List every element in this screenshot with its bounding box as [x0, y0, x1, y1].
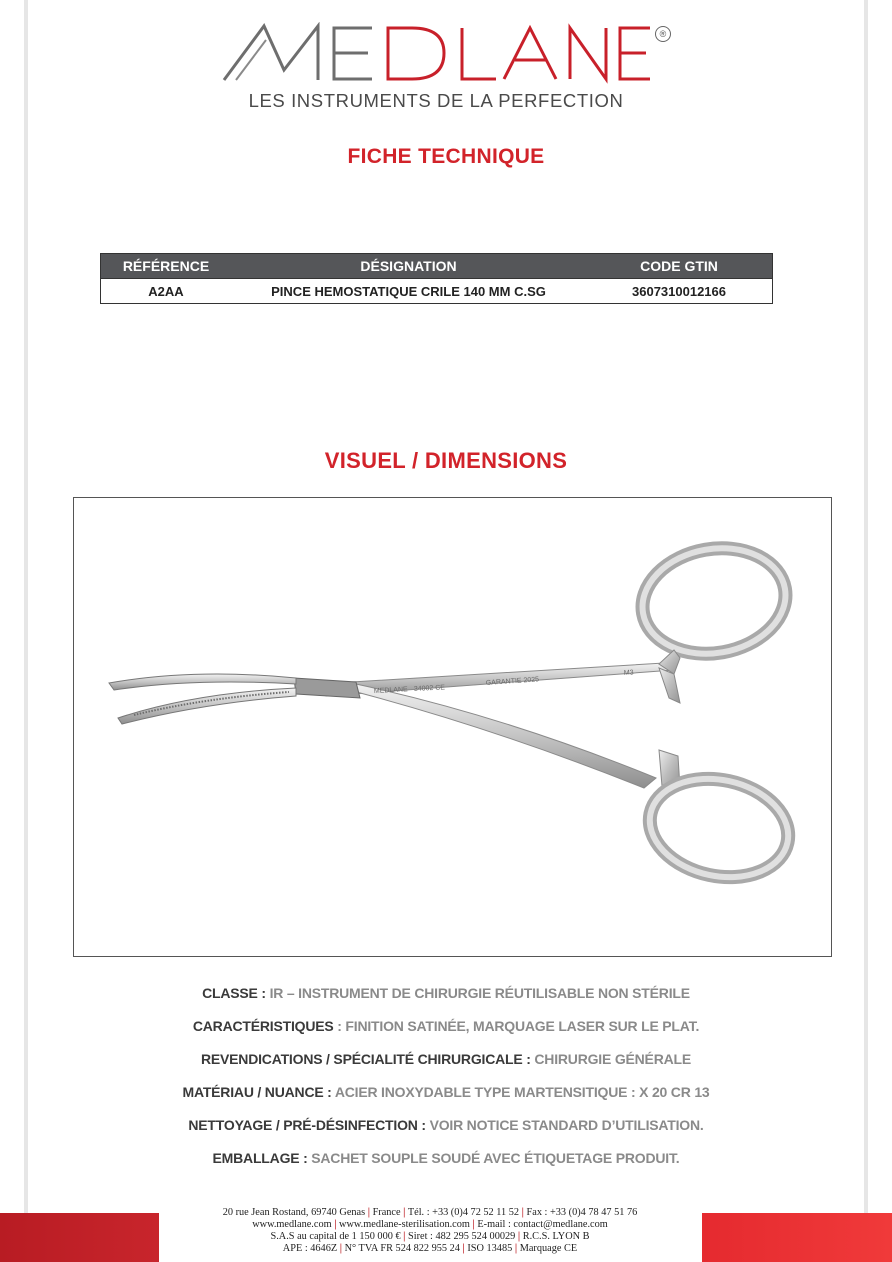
spec-label: CLASSE :	[202, 985, 266, 1001]
spec-label: EMBALLAGE :	[212, 1150, 308, 1166]
spec-value: IR – INSTRUMENT DE CHIRURGIE RÉUTILISABLE NON STÉRILE	[269, 985, 690, 1001]
brand-tagline: LES INSTRUMENTS DE LA PERFECTION	[248, 90, 624, 111]
footer-tva: N° TVA FR 524 822 955 24	[344, 1243, 460, 1254]
footer-rcs: R.C.S. LYON B	[522, 1231, 590, 1242]
header-reference: RÉFÉRENCE	[101, 254, 232, 279]
table-header-row	[101, 254, 773, 279]
footer-red-bar-left	[0, 1213, 159, 1262]
spec-value: ACIER INOXYDABLE TYPE MARTENSITIQUE : X 20 CR 13	[334, 1084, 710, 1100]
spec-classe	[0, 985, 892, 1018]
footer-phone: Tél. : +33 (0)4 72 52 11 52	[407, 1207, 520, 1218]
header-designation: DÉSIGNATION	[231, 254, 586, 279]
footer-ape: APE : 4646Z	[282, 1243, 338, 1254]
size-stamp: M3	[623, 669, 634, 677]
fiche-technique-title: FICHE TECHNIQUE	[347, 145, 545, 168]
company-footer	[170, 1207, 690, 1255]
part-stamp: 34002 CE	[413, 684, 446, 693]
footer-web-line: www.medlane.com | www.medlane-sterilisation.com | E-mail : contact@medlane.com	[252, 1219, 608, 1230]
spec-value: SACHET SOUPLE SOUDÉ AVEC ÉTIQUETAGE PRODUIT.	[311, 1150, 680, 1166]
guarantee-stamp: GARANTIE 2025	[485, 676, 540, 687]
product-reference-table	[100, 253, 773, 304]
footer-siret: Siret : 482 295 524 00029	[408, 1231, 516, 1242]
spec-value: CHIRURGIE GÉNÉRALE	[534, 1051, 692, 1067]
registered-mark: ®	[655, 26, 671, 42]
footer-website-link[interactable]: www.medlane.com	[252, 1219, 332, 1230]
footer-ce-mark: Marquage CE	[519, 1243, 578, 1254]
spec-label: NETTOYAGE / PRÉ-DÉSINFECTION :	[188, 1117, 426, 1133]
specifications-list	[0, 985, 892, 1183]
footer-fax: Fax : +33 (0)4 78 47 51 76	[526, 1207, 638, 1218]
spec-value: : FINITION SATINÉE, MARQUAGE LASER SUR LE PLAT.	[337, 1018, 700, 1034]
spec-label: REVENDICATIONS / SPÉCIALITÉ CHIRURGICALE :	[200, 1051, 531, 1067]
spec-label: CARACTÉRISTIQUES	[192, 1018, 334, 1034]
header-gtin: CODE GTIN	[586, 254, 773, 279]
footer-iso: ISO 13485	[467, 1243, 513, 1254]
spec-label: MATÉRIAU / NUANCE :	[182, 1084, 332, 1100]
footer-address: 20 rue Jean Rostand, 69740 Genas	[222, 1207, 366, 1218]
brand-stamp: MEDLANE	[373, 686, 408, 695]
footer-email[interactable]: E-mail : contact@medlane.com	[477, 1219, 608, 1230]
visuel-dimensions-title: VISUEL / DIMENSIONS	[324, 448, 568, 473]
spec-revendications	[0, 1051, 892, 1084]
footer-certification-line: APE : 4646Z | N° TVA FR 524 822 955 24 | ISO 13485 | Marquage CE	[282, 1243, 578, 1254]
cell-gtin: 3607310012166	[586, 279, 773, 304]
spec-materiau	[0, 1084, 892, 1117]
footer-legal-line: S.A.S au capital de 1 150 000 € | Siret : 482 295 524 00029 | R.C.S. LYON B	[270, 1231, 590, 1242]
spec-value: VOIR NOTICE STANDARD D’UTILISATION.	[429, 1117, 704, 1133]
instrument-image-frame	[73, 497, 832, 957]
spec-caracteristiques	[0, 1018, 892, 1051]
spec-nettoyage	[0, 1117, 892, 1150]
hemostatic-forceps-image	[74, 498, 831, 956]
footer-address-line: 20 rue Jean Rostand, 69740 Genas | France | Tél. : +33 (0)4 72 52 11 52 | Fax : +33 (0)4 78 47 51 76	[222, 1207, 638, 1218]
footer-red-bar-right	[702, 1213, 892, 1262]
cell-reference: A2AA	[101, 279, 232, 304]
spec-emballage	[0, 1150, 892, 1183]
medlane-logo	[222, 22, 652, 84]
table-row	[101, 279, 773, 304]
cell-designation: PINCE HEMOSTATIQUE CRILE 140 MM C.SG	[231, 279, 586, 304]
footer-sterilisation-link[interactable]: www.medlane-sterilisation.com	[339, 1219, 470, 1230]
footer-country: France	[372, 1207, 401, 1218]
footer-capital: S.A.S au capital de 1 150 000 €	[270, 1231, 401, 1242]
medlane-logo-graphic	[222, 22, 652, 84]
